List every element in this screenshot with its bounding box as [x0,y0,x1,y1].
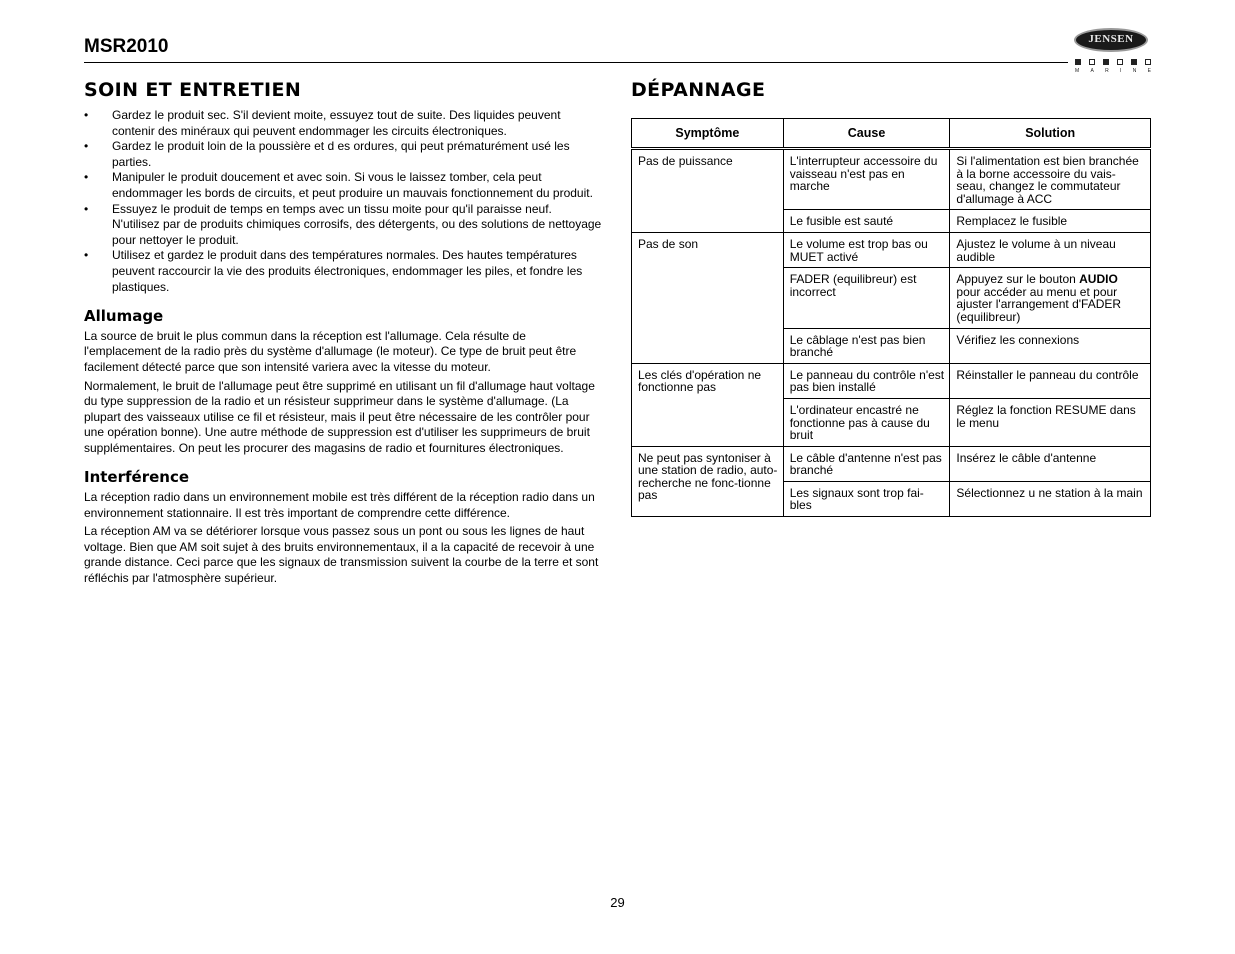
jensen-logo [1072,27,1154,77]
solution-cell: Sélectionnez u ne station à la main [950,481,1151,516]
logo-brand: JENSEN [1088,33,1134,45]
header-cause: Cause [783,119,950,149]
solution-cell: Appuyez sur le bouton AUDIO pour accéder au menu et pour ajuster l'arrangement d'FADER (equilibreur) [950,268,1151,328]
allumage-heading: Allumage [84,307,164,326]
list-item: • Utilisez et gardez le produit dans des températures normales. Des hautes températures peuvent raccourcir la vie des produits électroniques, endommager les piles, et fondre les plastiques. [84,248,583,294]
solution-cell: Réinstaller le panneau du contrôle [950,363,1151,398]
care-title: SOIN ET ENTRETIEN [84,79,302,101]
allumage-paragraph: La source de bruit le plus commun dans la réception est l'allumage. Cela résulte de l'emplacement de la radio près du système d'allumage (le moteur). Ce type de bruit peut être facilement détecté parce que son intensité variera avec la vitesse du moteur. [84,328,577,374]
list-item: • Manipuler le produit doucement et avec soin. Si vous le laissez tomber, cela peut endommager les bords de circuits, et peut produire un mauvais fonctionnement du produit. [84,170,593,200]
troubleshooting-table [631,118,1151,517]
cause-cell: FADER (equilibreur) est incorrect [783,268,950,328]
page-number: 29 [610,895,625,910]
care-column [84,108,602,590]
bullet: • [84,248,89,263]
table-row [632,363,1151,398]
cause-cell: Le fusible est sauté [783,210,950,233]
table-header-row [632,119,1151,149]
table-row [632,446,1151,481]
solution-cell: Si l'alimentation est bien branchée à la borne accessoire du vais-seau, changez le commutateur d'allumage à ACC [950,149,1151,210]
list-item: • Gardez le produit sec. S'il devient moite, essuyez tout de suite. Des liquides peuvent contenir des minéraux qui peuvent endommager les circuits électroniques. [84,108,561,138]
bullet: • [84,170,89,185]
list-item: • Essuyez le produit de temps en temps avec un tissu moite pour qu'il paraisse neuf. N'utilisez par de produits chimiques corrosifs, des détergents, ou des solutions de nettoyage pour nettoyer le produit. [84,201,602,247]
cause-cell: Le volume est trop bas ou MUET activé [783,232,950,267]
troubleshooting-title: DÉPANNAGE [631,79,766,101]
symptom-cell: Pas de son [632,232,784,363]
logo-subtitle: M A R I N E [1075,68,1151,74]
header-rule [84,62,1068,63]
header-symptom: Symptôme [632,119,784,149]
bullet: • [84,108,89,122]
solution-cell: Insérez le câble d'antenne [950,446,1151,481]
audio-button-label: AUDIO [1079,272,1118,287]
table-row [632,232,1151,267]
list-item: • Gardez le produit loin de la poussière et d es ordures, qui peut prématurément usé les parties. [84,139,570,169]
symptom-cell: Ne peut pas syntoniser à une station de radio, auto-recherche ne fonc-tionne pas [632,446,784,516]
care-list [84,108,602,295]
model-title: MSR2010 [84,36,169,57]
header-solution: Solution [950,119,1151,149]
cause-cell: Les signaux sont trop fai-bles [783,481,950,516]
bullet: • [84,139,89,154]
interference-paragraph: La réception radio dans un environnement mobile est très différent de la réception radio dans un environnement stationnaire. Il est très important de comprendre cette différence. [84,490,595,520]
interference-heading: Interférence [84,468,190,487]
solution-cell: Réglez la fonction RESUME dans le menu [950,398,1151,446]
cause-cell: L'ordinateur encastré ne fonctionne pas à cause du bruit [783,398,950,446]
table-row [632,149,1151,210]
cause-cell: Le câble d'antenne n'est pas branché [783,446,950,481]
allumage-paragraph: Normalement, le bruit de l'allumage peut être supprimé en utilisant un fil d'allumage haut voltage du type suppression de la radio et un résisteur supprimeur dans le système d'allumage. (La plupart des vaisseaux utilise ce fil et résisteur, mais il peut être nécessaire de les contrôler pour une opération bonne). Une autre méthode de suppression est d'utiliser les supprimeurs de bruit supplémentaires. On peut les procurer des magasins de radio et fournitures électroniques. [84,378,595,455]
bullet: • [84,201,89,216]
solution-cell: Remplacez le fusible [950,210,1151,233]
symptom-cell: Les clés d'opération ne fonctionne pas [632,363,784,446]
solution-cell: Vérifiez les connexions [950,328,1151,363]
interference-paragraph: La réception AM va se détériorer lorsque vous passez sous un pont ou sous les lignes de haut voltage. Bien que AM soit sujet à des bruits environnementaux, il a la capacité de recevoir à une grande distance. Ceci parce que les signaux de transmission suivent la courbe de la terre et sont réfléchis par l'atmosphère supérieur. [84,524,599,586]
solution-cell: Ajustez le volume à un niveau audible [950,232,1151,267]
logo-boxes [1075,59,1151,65]
symptom-cell: Pas de puissance [632,149,784,233]
cause-cell: Le câblage n'est pas bien branché [783,328,950,363]
cause-cell: Le panneau du contrôle n'est pas bien installé [783,363,950,398]
cause-cell: L'interrupteur accessoire du vaisseau n'est pas en marche [783,149,950,210]
